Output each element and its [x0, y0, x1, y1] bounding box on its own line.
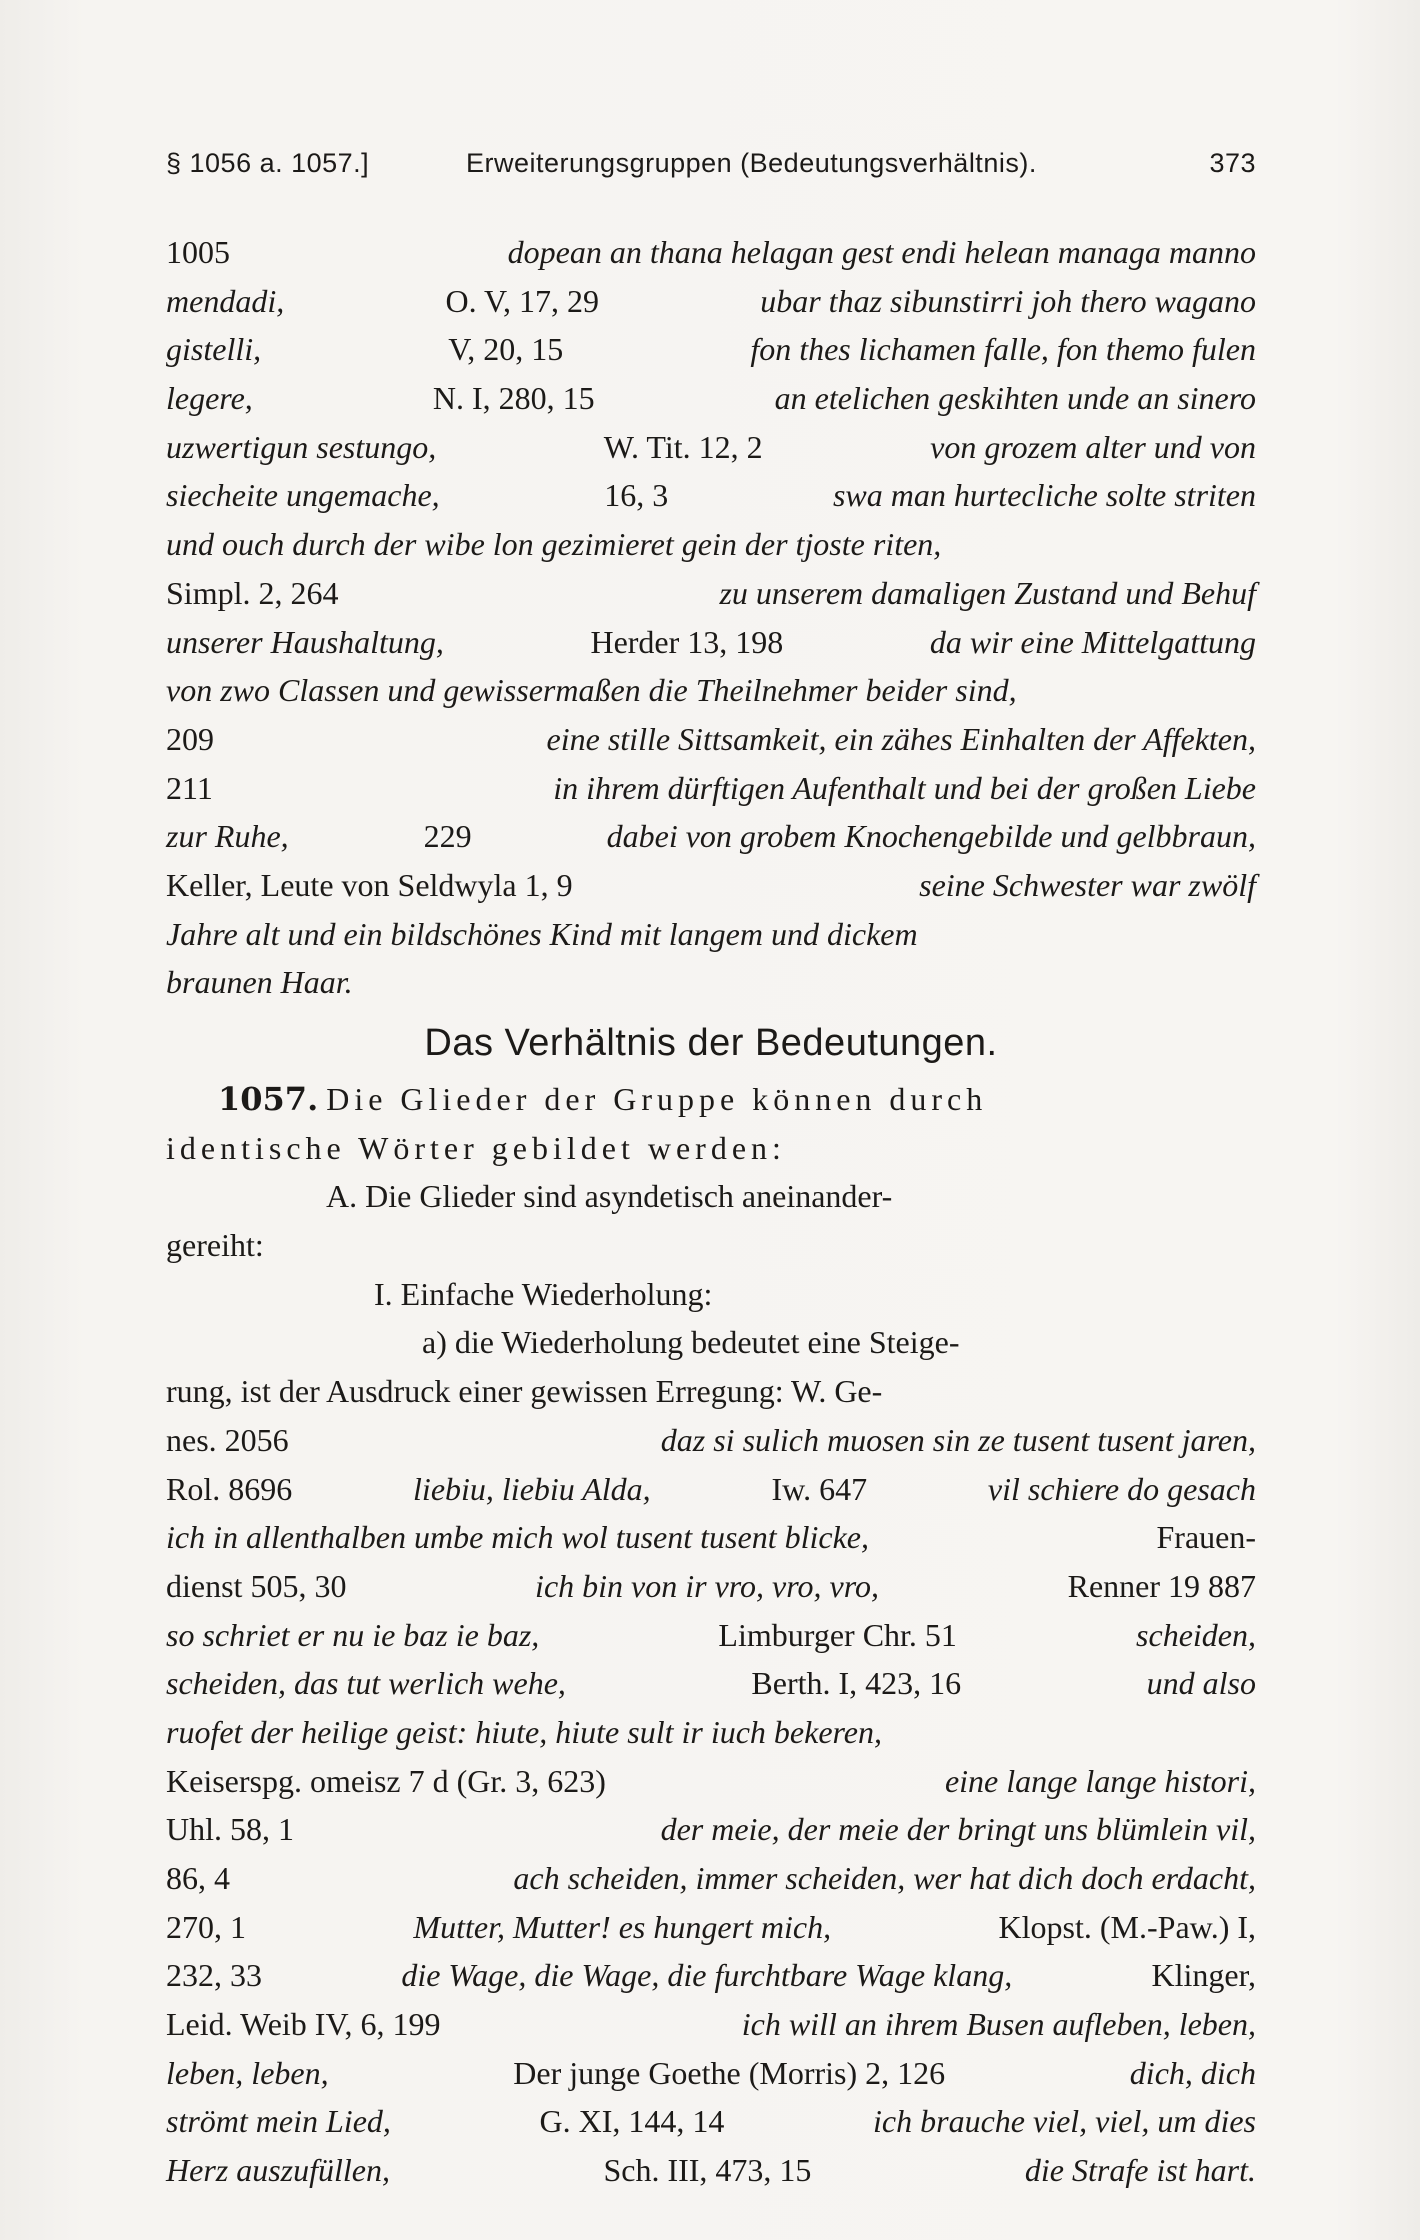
text-line	[166, 1075, 1256, 1124]
italic-quotation: legere,	[166, 380, 253, 417]
citation-text: Die Glieder der Gruppe können durch	[326, 1081, 988, 1117]
italic-quotation: eine lange lange histori,	[944, 1762, 1256, 1799]
text-line	[166, 1318, 1256, 1367]
citation-text: Klinger,	[1151, 1957, 1256, 1994]
text-line	[166, 958, 1256, 1007]
citation-text: Uhl. 58, 1	[166, 1811, 294, 1848]
italic-quotation: ubar thaz sibunstirri joh thero wagano	[760, 282, 1256, 319]
italic-quotation: mendadi,	[166, 282, 285, 319]
citation-text: Berth. I, 423, 16	[751, 1665, 962, 1702]
italic-quotation: von grozem alter und von	[930, 428, 1256, 465]
citation-text: 270, 1	[166, 1908, 246, 1945]
text-line	[166, 1903, 1256, 1952]
italic-quotation: liebiu, liebiu Alda,	[413, 1470, 651, 1507]
italic-quotation: ruofet der heilige geist: hiute, hiute sult ir iuch bekeren,	[166, 1713, 882, 1750]
citation-text: G. XI, 144, 14	[539, 2103, 725, 2140]
text-line	[166, 2049, 1256, 2098]
text-line	[166, 812, 1256, 861]
italic-quotation: daz si sulich muosen sin ze tusent tusent jaren,	[660, 1421, 1256, 1458]
citation-text: 1005	[166, 234, 230, 270]
citation-text: V, 20, 15	[448, 331, 564, 368]
italic-quotation: fon thes lichamen falle, fon themo fulen	[750, 331, 1256, 368]
text-line	[166, 1805, 1256, 1854]
text-line	[166, 423, 1256, 472]
text-line	[166, 618, 1256, 667]
citation-text: Sch. III, 473, 15	[603, 2152, 812, 2189]
section-number: 1057.	[218, 1080, 319, 1118]
italic-quotation: die Strafe ist hart.	[1024, 2152, 1256, 2189]
text-line	[166, 1416, 1256, 1465]
italic-quotation: swa man hurtecliche solte striten	[832, 477, 1256, 514]
citation-text: Simpl. 2, 264	[166, 574, 339, 611]
italic-quotation: dich, dich	[1129, 2054, 1256, 2091]
italic-quotation: zu unserem damaligen Zustand und Behuf	[719, 574, 1256, 611]
text-line	[166, 1562, 1256, 1611]
italic-quotation: die Wage, die Wage, die furchtbare Wage klang,	[401, 1957, 1013, 1994]
italic-quotation: leben, leben,	[166, 2054, 329, 2091]
italic-quotation: zur Ruhe,	[166, 818, 289, 855]
citation-text: Frauen-	[1156, 1519, 1256, 1556]
italic-quotation: Mutter, Mutter! es hungert mich,	[413, 1908, 832, 1945]
italic-quotation: uzwertigun sestungo,	[166, 428, 437, 465]
italic-quotation: von zwo Classen und gewissermaßen die Theilnehmer beider sind,	[166, 672, 1017, 709]
italic-quotation: dabei von grobem Knochengebilde und gelbbraun,	[606, 818, 1256, 855]
subsection-a: A. Die Glieder sind asyndetisch aneinander-	[326, 1178, 893, 1215]
italic-quotation: unserer Haushaltung,	[166, 623, 444, 660]
citation-text: nes. 2056	[166, 1421, 289, 1458]
text-line	[166, 228, 1256, 277]
italic-quotation: seine Schwester war zwölf	[919, 866, 1256, 903]
text-line	[166, 374, 1256, 423]
text-line	[166, 1659, 1256, 1708]
text-line	[166, 910, 1256, 959]
text-line	[166, 569, 1256, 618]
italic-quotation: scheiden, das tut werlich wehe,	[166, 1665, 566, 1702]
italic-quotation: braunen Haar.	[166, 964, 353, 1001]
section-1057-intro	[166, 1075, 1256, 1318]
italic-quotation: gistelli,	[166, 331, 262, 368]
italic-quotation: siecheite ungemache,	[166, 477, 440, 514]
italic-quotation: ich brauche viel, viel, um dies	[873, 2103, 1256, 2140]
italic-quotation: der meie, der meie der bringt uns blümlein vil,	[660, 1811, 1256, 1848]
citation-text: 229	[423, 818, 472, 855]
italic-quotation: in ihrem dürftigen Aufenthalt und bei der großen Liebe	[553, 769, 1256, 806]
text-line	[166, 1465, 1256, 1514]
citation-text: 86, 4	[166, 1860, 230, 1896]
text-line	[166, 1611, 1256, 1660]
italic-quotation: ich will an ihrem Busen aufleben, leben,	[741, 2006, 1256, 2043]
citation-text: Iw. 647	[771, 1470, 868, 1507]
text-line	[166, 2097, 1256, 2146]
italic-quotation: scheiden,	[1136, 1616, 1256, 1653]
italic-quotation: und ouch durch der wibe lon gezimieret gein der tjoste riten,	[166, 526, 942, 563]
text-line	[166, 1854, 1256, 1903]
citation-text: a) die Wiederholung bedeutet eine Steige-	[422, 1324, 960, 1361]
citation-text: rung, ist der Ausdruck einer gewissen Erregung: W. Ge-	[166, 1373, 883, 1410]
italic-quotation: und also	[1146, 1665, 1256, 1702]
text-line	[166, 1367, 1256, 1416]
citation-text: W. Tit. 12, 2	[603, 428, 763, 465]
text-line	[166, 1124, 1256, 1173]
italic-quotation: vil schiere do gesach	[987, 1470, 1256, 1507]
text-line	[166, 715, 1256, 764]
citation-text: 16, 3	[604, 477, 669, 514]
citation-text: Der junge Goethe (Morris) 2, 126	[513, 2054, 946, 2091]
citation-text: dienst 505, 30	[166, 1567, 347, 1604]
header-section-reference: § 1056 a. 1057.]	[166, 148, 370, 178]
text-line	[166, 861, 1256, 910]
citation-text: O. V, 17, 29	[445, 282, 599, 319]
text-line	[166, 666, 1256, 715]
running-header	[166, 148, 1256, 188]
italic-quotation: Herz auszufüllen,	[166, 2152, 390, 2189]
text-line	[166, 1172, 1256, 1221]
text-line	[166, 2000, 1256, 2049]
italic-quotation: an etelichen geskihten unde an sinero	[774, 380, 1256, 417]
italic-quotation: eine stille Sittsamkeit, ein zähes Einhalten der Affekten,	[546, 720, 1256, 757]
citation-text: Keller, Leute von Seldwyla 1, 9	[166, 866, 573, 903]
text-line	[166, 1270, 1256, 1319]
header-page-number: 373	[1209, 148, 1256, 178]
italic-quotation: Jahre alt und ein bildschönes Kind mit langem und dickem	[166, 915, 918, 952]
italic-quotation: da wir eine Mittelgattung	[929, 623, 1256, 660]
italic-quotation: strömt mein Lied,	[166, 2103, 391, 2140]
citation-text: Renner 19 887	[1067, 1567, 1256, 1604]
citation-text: identische Wörter gebildet werden:	[166, 1129, 786, 1166]
citation-text: Limburger Chr. 51	[718, 1616, 957, 1653]
italic-quotation: ich in allenthalben umbe mich wol tusent tusent blicke,	[166, 1519, 869, 1556]
text-line	[166, 764, 1256, 813]
text-line	[166, 1513, 1256, 1562]
paragraph-quotations-1005	[166, 228, 1256, 1007]
subsection-i: I. Einfache Wiederholung:	[374, 1275, 713, 1312]
text-line	[166, 520, 1256, 569]
citation-text: 232, 33	[166, 1957, 262, 1994]
text-line	[166, 1951, 1256, 2000]
italic-quotation: ich bin von ir vro, vro, vro,	[535, 1567, 879, 1604]
text-line	[166, 471, 1256, 520]
citation-text: N. I, 280, 15	[432, 380, 595, 417]
citation-text: Klopst. (M.-Paw.) I,	[998, 1908, 1256, 1945]
citation-text: Herder 13, 198	[590, 623, 784, 660]
citation-text: gereiht:	[166, 1227, 264, 1264]
italic-quotation: dopean an thana helagan gest endi helean managa manno	[507, 234, 1256, 270]
text-line	[166, 2146, 1256, 2195]
page-body	[166, 228, 1256, 2195]
text-line	[166, 1221, 1256, 1270]
citation-text: 209	[166, 720, 214, 757]
italic-quotation: so schriet er nu ie baz ie baz,	[166, 1616, 540, 1653]
citation-text: 211	[166, 769, 213, 806]
section-heading: Das Verhältnis der Bedeutungen.	[424, 1022, 998, 1064]
citation-text: Leid. Weib IV, 6, 199	[166, 2006, 441, 2043]
text-line	[166, 277, 1256, 326]
text-line	[166, 325, 1256, 374]
paragraph-repetition-examples	[166, 1318, 1256, 2194]
header-title: Erweiterungsgruppen (Bedeutungsverhältnis).	[466, 148, 1037, 178]
italic-quotation: ach scheiden, immer scheiden, wer hat dich doch erdacht,	[513, 1860, 1256, 1896]
citation-text: Rol. 8696	[166, 1470, 293, 1507]
text-line	[166, 1757, 1256, 1806]
citation-text: Keiserspg. omeisz 7 d (Gr. 3, 623)	[166, 1762, 606, 1799]
text-line	[166, 1708, 1256, 1757]
